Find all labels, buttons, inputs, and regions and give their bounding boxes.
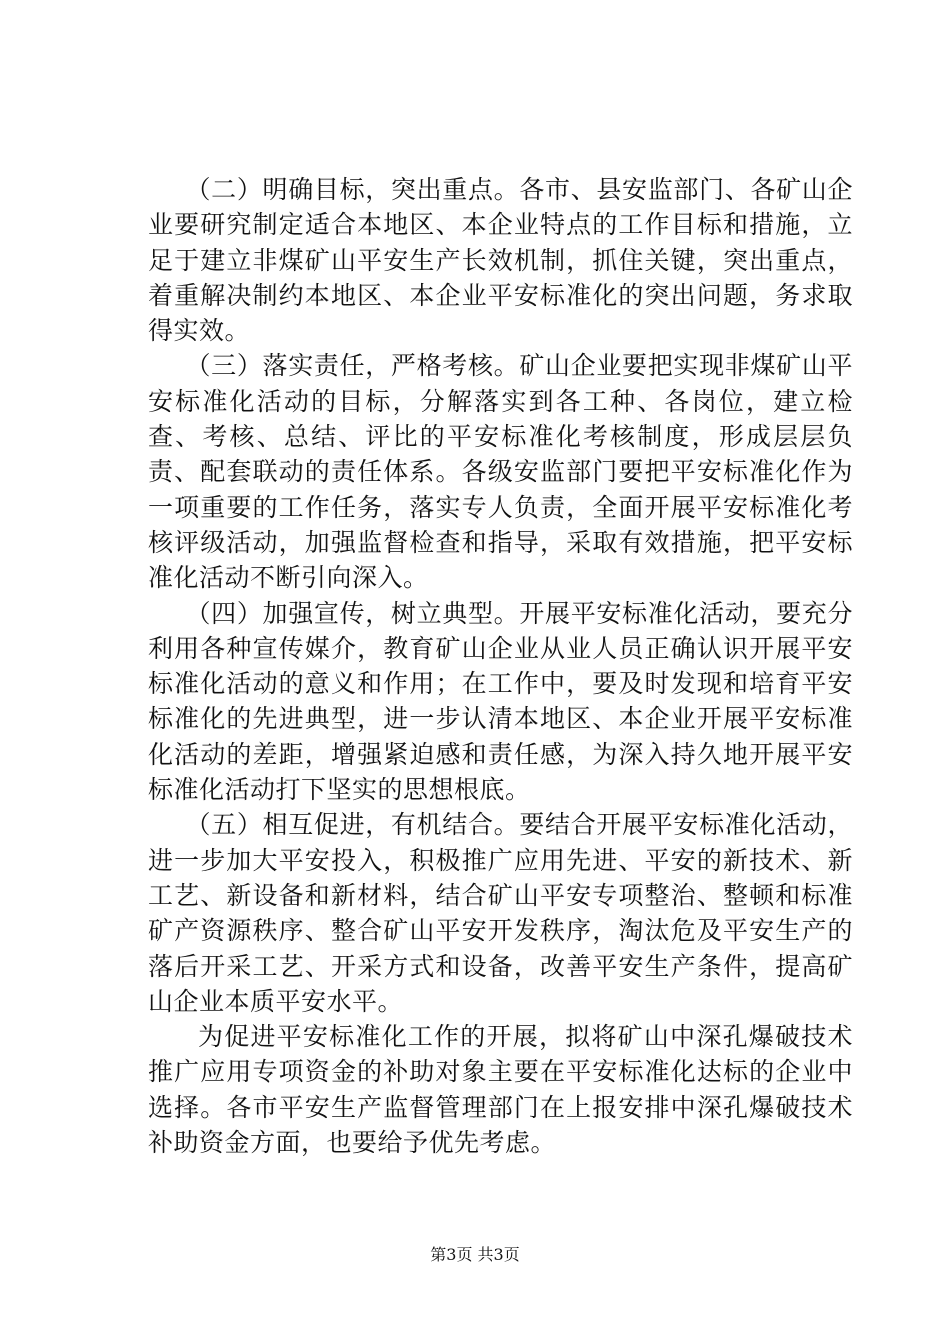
paragraph-goals: （二）明确目标，突出重点。各市、县安监部门、各矿山企业要研究制定适合本地区、本企业特点的工作目标和措施，立足于建立非煤矿山平安生产长效机制，抓住关键，突出重点，着重解决制约本地区、本企业平安标准化的突出问题，务求取得实效。: [148, 175, 853, 346]
document-body: [148, 172, 853, 1160]
paragraph-integration: （五）相互促进，有机结合。要结合开展平安标准化活动，进一步加大平安投入，积极推广应用先进、平安的新技术、新工艺、新设备和新材料，结合矿山平安专项整治、整顿和标准矿产资源秩序、整合矿山平安开发秩序，淘汰危及平安生产的落后开采工艺、开采方式和设备，改善平安生产条件，提高矿山企业本质平安水平。: [148, 810, 853, 1016]
page-footer: 第3页 共3页: [430, 1245, 520, 1264]
paragraph-responsibility: （三）落实责任，严格考核。矿山企业要把实现非煤矿山平安标准化活动的目标，分解落实到各工种、各岗位，建立检查、考核、总结、评比的平安标准化考核制度，形成层层负责、配套联动的责任体系。各级安监部门要把平安标准化作为一项重要的工作任务，落实专人负责，全面开展平安标准化考核评级活动，加强监督检查和指导，采取有效措施，把平安标准化活动不断引向深入。: [148, 351, 853, 593]
paragraph-publicity: （四）加强宣传，树立典型。开展平安标准化活动，要充分利用各种宣传媒介，教育矿山企业从业人员正确认识开展平安标准化活动的意义和作用；在工作中，要及时发现和培育平安标准化的先进典型，进一步认清本地区、本企业开展平安标准化活动的差距，增强紧迫感和责任感，为深入持久地开展平安标准化活动打下坚实的思想根底。: [148, 598, 853, 805]
paragraph-funding: 为促进平安标准化工作的开展，拟将矿山中深孔爆破技术推广应用专项资金的补助对象主要在平安标准化达标的企业中选择。各市平安生产监督管理部门在上报安排中深孔爆破技术补助资金方面，也要给予优先考虑。: [148, 1022, 853, 1158]
